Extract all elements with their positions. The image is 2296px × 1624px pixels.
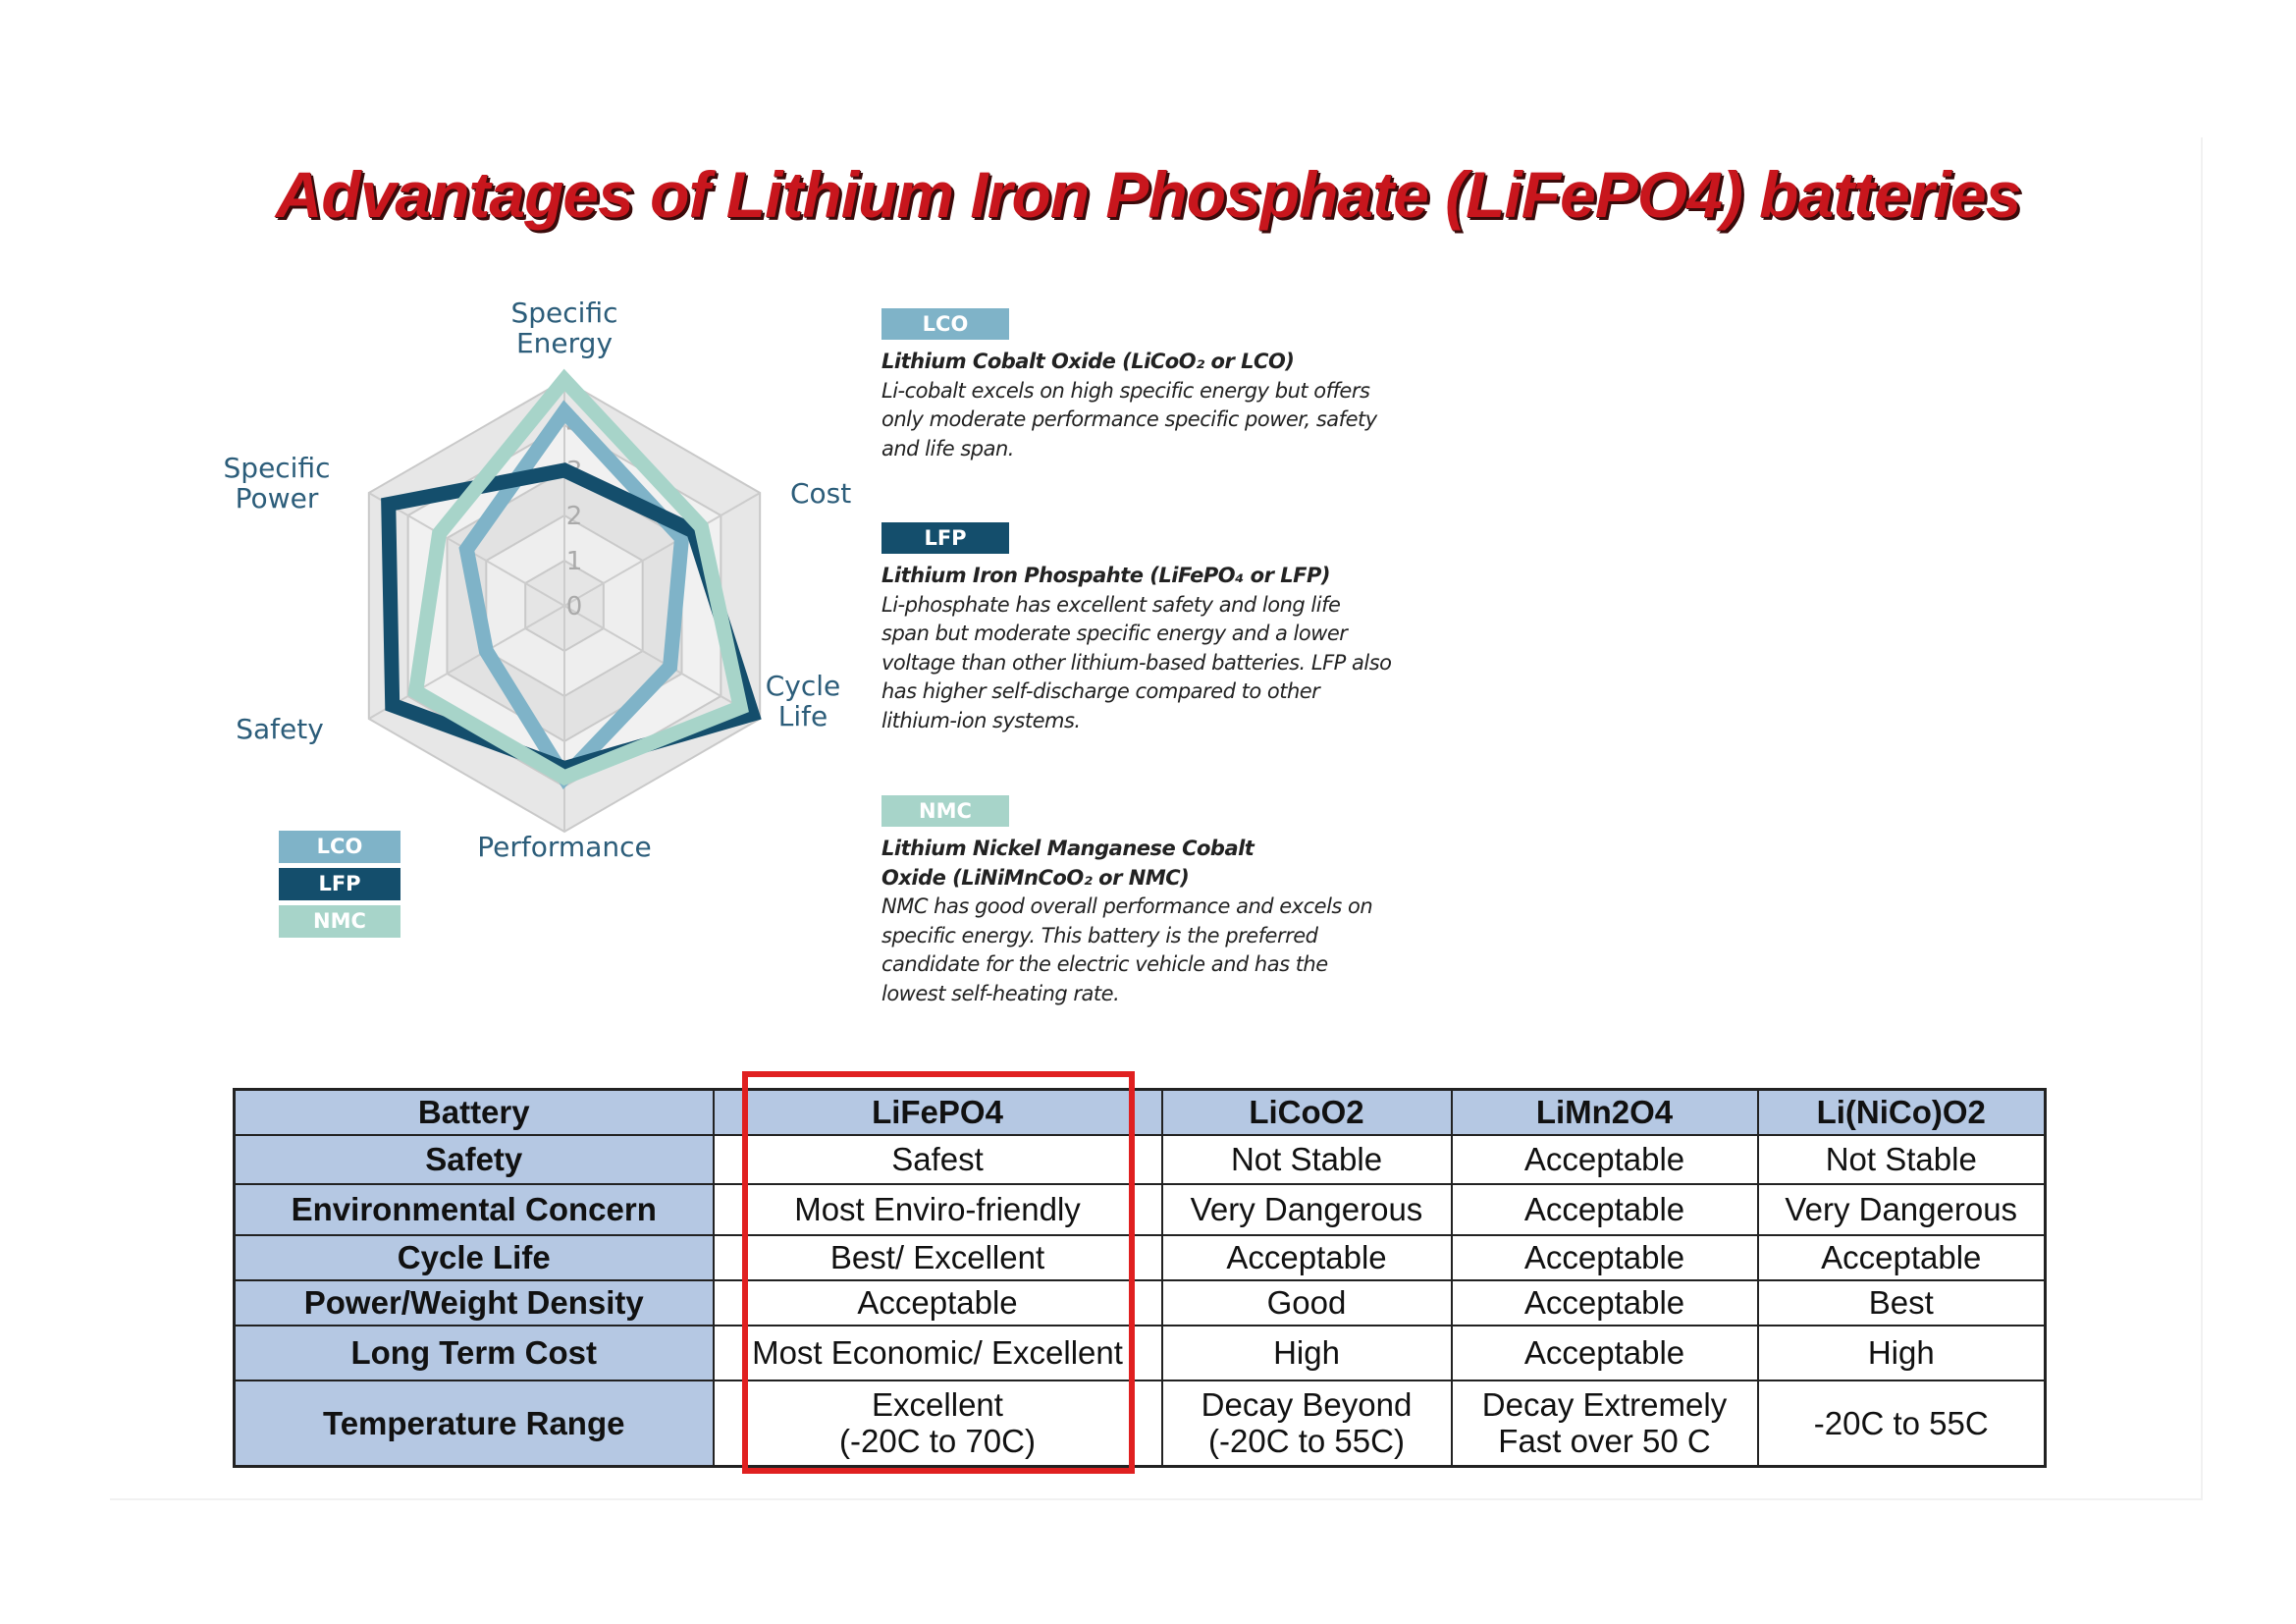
table-cell-line: Decay Extremely xyxy=(1481,1386,1728,1424)
table-cell-line: Decay Beyond xyxy=(1201,1386,1413,1424)
table-cell: -20C to 55C xyxy=(1758,1380,2046,1467)
table-cell-line: (-20C to 70C) xyxy=(839,1423,1036,1460)
tag-nmc: NMC xyxy=(881,795,1009,827)
description-lco-text: Li-cobalt excels on high specific energy but offers only moderate performance specific power, safety and life span. xyxy=(881,378,1377,460)
description-lfp xyxy=(881,522,1392,735)
row-label: Environmental Concern xyxy=(235,1184,714,1235)
radar-axis-label: Energy xyxy=(515,327,614,359)
radar-axis-label: Power xyxy=(235,482,319,514)
table-cell: Safest xyxy=(714,1135,1162,1184)
legend-item-lco: LCO xyxy=(279,831,400,863)
radar-tick-label: 0 xyxy=(565,592,583,622)
table-cell: Good xyxy=(1162,1280,1452,1326)
header-battery: Battery xyxy=(235,1090,714,1135)
radar-tick-label: 4 xyxy=(565,411,583,441)
radar-axis-label: Specific xyxy=(223,452,331,484)
table-cell: Acceptable xyxy=(1452,1280,1758,1326)
description-nmc-text: NMC has good overall performance and excels on specific energy. This battery is the preferred candidate for the electric vehicle and has the lowest self-heating rate. xyxy=(881,894,1373,1005)
table-cell: Acceptable xyxy=(714,1280,1162,1326)
header-licoo2: LiCoO2 xyxy=(1162,1090,1452,1135)
comparison-table xyxy=(233,1088,2047,1468)
table-cell: Best xyxy=(1758,1280,2046,1326)
table-cell: Acceptable xyxy=(1758,1235,2046,1280)
radar-legend xyxy=(279,831,400,943)
table-cell: Very Dangerous xyxy=(1758,1184,2046,1235)
table-cell: Not Stable xyxy=(1162,1135,1452,1184)
page-title: Advantages of Lithium Iron Phosphate (LiFePO4) batteries xyxy=(275,158,2021,231)
table-row xyxy=(235,1280,2046,1326)
tag-lfp: LFP xyxy=(881,522,1009,554)
header-limn2o4: LiMn2O4 xyxy=(1452,1090,1758,1135)
table-cell: Acceptable xyxy=(1452,1184,1758,1235)
row-label: Safety xyxy=(235,1135,714,1184)
table-row xyxy=(235,1326,2046,1380)
table-cell: High xyxy=(1758,1326,2046,1380)
table-row xyxy=(235,1380,2046,1467)
table-cell-line: Excellent xyxy=(872,1386,1003,1424)
row-label: Power/Weight Density xyxy=(235,1280,714,1326)
table-cell-line: Fast over 50 C xyxy=(1498,1423,1711,1460)
radar-axis-label: Cost xyxy=(790,477,852,510)
table-cell: Most Economic/ Excellent xyxy=(714,1326,1162,1380)
legend-item-nmc: NMC xyxy=(279,905,400,938)
radar-axis-label: Safety xyxy=(236,713,324,745)
radar-axis-label: Performance xyxy=(477,831,652,863)
radar-tick-label: 3 xyxy=(565,457,583,486)
table-cell xyxy=(1162,1380,1452,1467)
header-linico-o2: Li(NiCo)O2 xyxy=(1758,1090,2046,1135)
description-lco-heading: Lithium Cobalt Oxide (LiCoO₂ or LCO) xyxy=(881,350,1295,373)
radar-tick-label: 1 xyxy=(565,547,583,576)
table-cell: Acceptable xyxy=(1452,1135,1758,1184)
table-cell: High xyxy=(1162,1326,1452,1380)
description-nmc-heading: Lithium Nickel Manganese Cobalt Oxide (LiNiMnCoO₂ or NMC) xyxy=(881,837,1255,890)
row-label: Long Term Cost xyxy=(235,1326,714,1380)
table-cell: Best/ Excellent xyxy=(714,1235,1162,1280)
tag-lco: LCO xyxy=(881,308,1009,340)
table-cell: Acceptable xyxy=(1162,1235,1452,1280)
radar-axis-label: Specific xyxy=(510,297,618,329)
table-row xyxy=(235,1135,2046,1184)
row-label: Temperature Range xyxy=(235,1380,714,1467)
radar-axis-label: Cycle xyxy=(765,670,841,702)
radar-tick-label: 2 xyxy=(565,502,583,531)
description-lco xyxy=(881,308,1392,463)
table-cell: Very Dangerous xyxy=(1162,1184,1452,1235)
table-row xyxy=(235,1235,2046,1280)
description-lfp-text: Li-phosphate has excellent safety and long life span but moderate specific energy and a lower voltage than other lithium-based batteries. LFP also has higher self-discharge compared to other lithium-ion systems. xyxy=(881,592,1392,732)
table-cell xyxy=(714,1380,1162,1467)
table-cell xyxy=(1452,1380,1758,1467)
table-cell-line: (-20C to 55C) xyxy=(1208,1423,1405,1460)
table-cell: Most Enviro-friendly xyxy=(714,1184,1162,1235)
row-label: Cycle Life xyxy=(235,1235,714,1280)
description-nmc xyxy=(881,795,1392,1008)
table-cell: Not Stable xyxy=(1758,1135,2046,1184)
table-cell: Acceptable xyxy=(1452,1235,1758,1280)
description-lfp-heading: Lithium Iron Phospahte (LiFePO₄ or LFP) xyxy=(881,564,1330,587)
header-lifepo4: LiFePO4 xyxy=(714,1090,1162,1135)
legend-item-lfp: LFP xyxy=(279,868,400,900)
table-cell: Acceptable xyxy=(1452,1326,1758,1380)
radar-axis-label: Life xyxy=(777,700,828,732)
table-row xyxy=(235,1184,2046,1235)
table-header-row xyxy=(235,1090,2046,1135)
